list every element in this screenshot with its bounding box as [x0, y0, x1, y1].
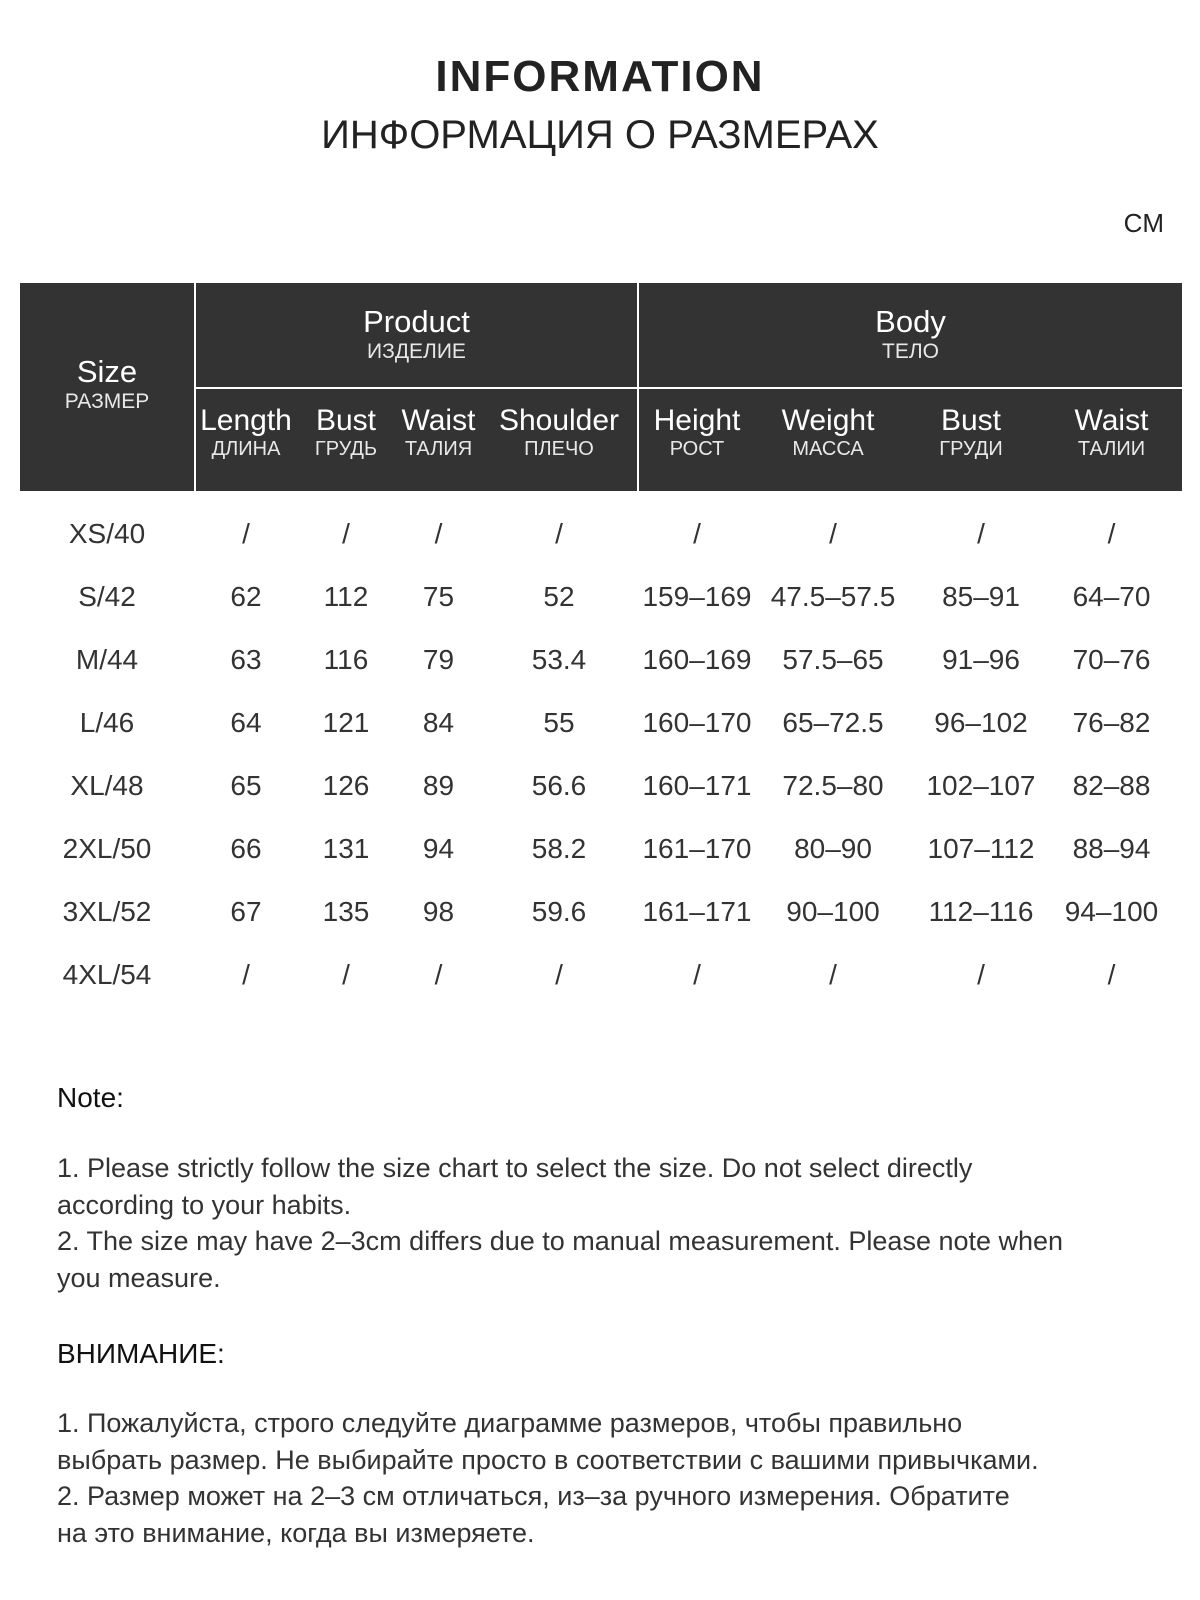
- bust-cell: /: [342, 959, 350, 990]
- col-shoulder-ru: ПЛЕЧО: [524, 438, 594, 460]
- waist-cell: 75: [422, 581, 455, 612]
- table-row: [0, 817, 1200, 880]
- size-cell: 3XL/52: [62, 896, 152, 927]
- length-cell: /: [242, 518, 250, 549]
- length-cell: /: [242, 959, 250, 990]
- bust-cell: 135: [322, 896, 370, 927]
- unit-label: CM: [1123, 208, 1164, 238]
- divider-subheader: [196, 387, 1182, 389]
- body-bust-cell: /: [977, 959, 985, 990]
- col-length-en: Length: [200, 404, 292, 437]
- size-table-body: [0, 502, 1200, 1006]
- header-product: [196, 305, 637, 364]
- size-cell: 2XL/50: [62, 833, 152, 864]
- height-cell: 160–171: [642, 770, 752, 801]
- bust-cell: 131: [322, 833, 370, 864]
- header-product-ru: ИЗДЕЛИЕ: [367, 340, 466, 364]
- col-shoulder-en: Shoulder: [498, 404, 620, 437]
- size-cell: L/46: [79, 707, 135, 738]
- note-line: 1. Пожалуйста, строго следуйте диаграмме размеров, чтобы правильно: [57, 1408, 963, 1438]
- length-cell: 62: [230, 581, 262, 612]
- col-body-waist-en: Waist: [1074, 404, 1149, 437]
- table-row: [0, 880, 1200, 943]
- shoulder-cell: /: [555, 518, 563, 549]
- weight-cell: 80–90: [794, 833, 872, 864]
- col-shoulder: [481, 404, 637, 461]
- table-row: [0, 502, 1200, 565]
- size-table-header: [20, 283, 1182, 491]
- bust-cell: 121: [322, 707, 370, 738]
- note-line: 2. Размер может на 2–3 см отличаться, из–за ручного измерения. Обратите: [57, 1481, 1010, 1511]
- note-line: according to your habits.: [57, 1189, 352, 1220]
- col-weight: [755, 404, 901, 461]
- shoulder-cell: 55: [543, 707, 575, 738]
- body-waist-cell: /: [1107, 518, 1116, 549]
- col-height: [639, 404, 755, 461]
- shoulder-cell: 53.4: [531, 644, 587, 675]
- col-weight-en: Weight: [781, 404, 875, 437]
- header-body-en: Body: [875, 304, 946, 339]
- col-body-bust: [901, 404, 1041, 461]
- bust-cell: 112: [323, 581, 369, 612]
- height-cell: 160–170: [642, 707, 752, 738]
- size-cell: XS/40: [68, 518, 146, 549]
- col-body-waist-ru: ТАЛИИ: [1077, 438, 1146, 460]
- weight-cell: /: [829, 518, 837, 549]
- col-weight-ru: МАССА: [792, 438, 864, 460]
- body-bust-cell: 107–112: [927, 833, 1035, 864]
- weight-cell: 47.5–57.5: [770, 581, 896, 612]
- col-body-bust-ru: ГРУДИ: [939, 438, 1003, 460]
- note-heading-ru: ВНИМАНИЕ:: [57, 1338, 225, 1369]
- page-title: INFORMATION: [435, 52, 765, 101]
- waist-cell: 98: [422, 896, 455, 927]
- note-line: выбрать размер. Не выбирайте просто в соответствии с вашими привычками.: [57, 1444, 1039, 1475]
- body-waist-cell: /: [1107, 959, 1116, 990]
- body-waist-cell: 82–88: [1072, 770, 1151, 801]
- header-size-ru: РАЗМЕР: [64, 390, 150, 414]
- note-line: 1. Please strictly follow the size chart to select the size. Do not select directly: [57, 1153, 973, 1183]
- body-bust-cell: 102–107: [926, 770, 1036, 801]
- table-row: [0, 754, 1200, 817]
- size-cell: M/44: [75, 644, 139, 675]
- size-cell: 4XL/54: [62, 959, 152, 990]
- note-body-en: [57, 1150, 1167, 1296]
- header-size-en: Size: [76, 354, 138, 389]
- length-cell: 64: [230, 707, 262, 738]
- body-bust-cell: 96–102: [934, 707, 1028, 738]
- bust-cell: 116: [323, 644, 369, 675]
- header-body: [639, 305, 1182, 364]
- table-row: [0, 628, 1200, 691]
- height-cell: 159–169: [642, 581, 752, 612]
- waist-cell: 94: [422, 833, 455, 864]
- size-cell: S/42: [78, 581, 136, 612]
- length-cell: 65: [230, 770, 262, 801]
- height-cell: /: [693, 518, 701, 549]
- waist-cell: /: [434, 959, 443, 990]
- col-bust: [296, 404, 396, 461]
- col-bust-ru: ГРУДЬ: [314, 438, 378, 460]
- body-bust-cell: /: [977, 518, 985, 549]
- body-waist-cell: 76–82: [1072, 707, 1151, 738]
- length-cell: 63: [230, 644, 262, 675]
- shoulder-cell: 52: [543, 581, 575, 612]
- body-waist-cell: 94–100: [1064, 896, 1159, 927]
- bust-cell: /: [342, 518, 350, 549]
- size-cell: XL/48: [70, 770, 144, 801]
- weight-cell: 65–72.5: [782, 707, 884, 738]
- body-bust-cell: 91–96: [942, 644, 1020, 675]
- body-bust-cell: 112–116: [928, 896, 1034, 927]
- length-cell: 67: [230, 896, 262, 927]
- col-waist-ru: ТАЛИЯ: [404, 438, 473, 460]
- height-cell: 161–170: [642, 833, 752, 864]
- body-waist-cell: 70–76: [1072, 644, 1151, 675]
- header-body-ru: ТЕЛО: [882, 340, 939, 364]
- weight-cell: 72.5–80: [782, 770, 884, 801]
- weight-cell: 57.5–65: [782, 644, 884, 675]
- shoulder-cell: 59.6: [531, 896, 587, 927]
- waist-cell: 79: [422, 644, 455, 675]
- col-bust-en: Bust: [315, 404, 377, 437]
- note-heading-en: Note:: [57, 1082, 124, 1113]
- body-bust-cell: 85–91: [942, 581, 1020, 612]
- col-waist: [396, 404, 481, 461]
- waist-cell: 84: [422, 707, 455, 738]
- height-cell: /: [693, 959, 701, 990]
- body-waist-cell: 88–94: [1072, 833, 1151, 864]
- col-length: [196, 404, 296, 461]
- waist-cell: 89: [422, 770, 455, 801]
- weight-cell: /: [829, 959, 837, 990]
- header-size: [20, 355, 194, 414]
- note-line: на это внимание, когда вы измеряете.: [57, 1517, 535, 1548]
- weight-cell: 90–100: [786, 896, 880, 927]
- col-body-bust-en: Bust: [940, 404, 1002, 437]
- table-row: [0, 943, 1200, 1006]
- col-height-en: Height: [653, 404, 741, 437]
- col-height-ru: РОСТ: [669, 438, 725, 460]
- col-length-ru: ДЛИНА: [211, 438, 281, 460]
- shoulder-cell: 58.2: [531, 833, 587, 864]
- height-cell: 161–171: [642, 896, 752, 927]
- note-line: you measure.: [57, 1262, 221, 1293]
- header-product-en: Product: [363, 304, 470, 339]
- shoulder-cell: 56.6: [531, 770, 587, 801]
- col-body-waist: [1041, 404, 1182, 461]
- length-cell: 66: [230, 833, 262, 864]
- note-line: 2. The size may have 2–3cm differs due to manual measurement. Please note when: [57, 1226, 1064, 1256]
- col-waist-en: Waist: [401, 404, 476, 437]
- table-row: [0, 565, 1200, 628]
- bust-cell: 126: [322, 770, 370, 801]
- body-waist-cell: 64–70: [1072, 581, 1151, 612]
- shoulder-cell: /: [555, 959, 563, 990]
- table-row: [0, 691, 1200, 754]
- note-body-ru: [57, 1405, 1167, 1551]
- height-cell: 160–169: [642, 644, 752, 675]
- waist-cell: /: [434, 518, 443, 549]
- page-subtitle: ИНФОРМАЦИЯ О РАЗМЕРАХ: [321, 113, 879, 157]
